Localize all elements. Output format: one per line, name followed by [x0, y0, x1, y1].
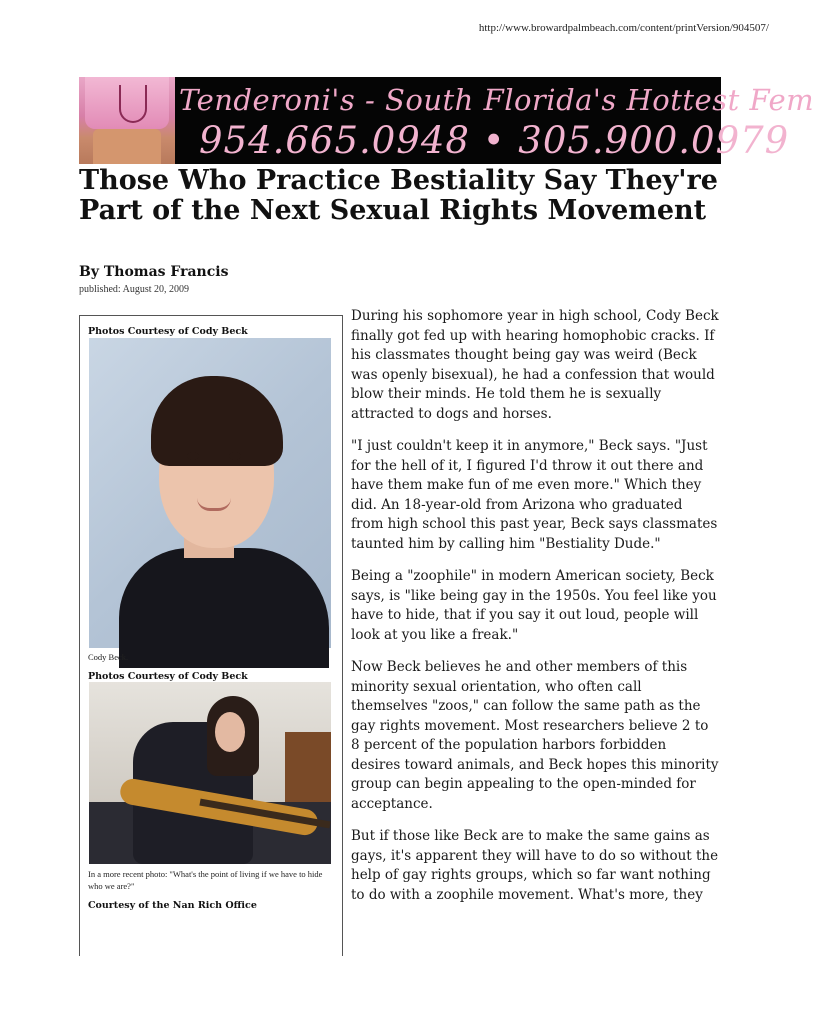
page-url: http://www.browardpalmbeach.com/content/printVersion/904507/ [478, 22, 769, 34]
photo-cody-beck-child [89, 338, 331, 648]
photo-caption: In a more recent photo: "What's the point of living if we have to hide who we are?" [88, 869, 323, 891]
article-paragraph: Being a "zoophile" in modern American society, Beck says, is "like being gay in the 1950s. You feel like you have to hide, that if you say it out loud, people will look at you like a freak." [351, 568, 717, 643]
publish-date: published: August 20, 2009 [79, 284, 190, 295]
ad-model-photo [79, 77, 175, 164]
article-paragraph: "I just couldn't keep it in anymore," Beck says. "Just for the hell of it, I figured I'd throw it out there and have them make fun of me even more." Which they did. An 18-year-old from Arizona who graduated from high school this past year, Beck says classmates taunted him by calling him "Bestiality Dude." [351, 438, 718, 552]
article-body [351, 307, 719, 918]
byline: By Thomas Francis [79, 264, 229, 280]
photo-credit: Courtesy of the Nan Rich Office [88, 900, 257, 911]
photo-sidebar [79, 315, 343, 956]
photo-credit: Photos Courtesy of Cody Beck [88, 671, 248, 682]
ad-headline: Tenderoni's - South Florida's Hottest Fem [179, 83, 814, 117]
banner-ad[interactable] [79, 77, 814, 164]
ad-phone-numbers: 954.665.0948 • 305.900.0979 [199, 119, 790, 162]
photo-caption: Cody Beck. [88, 652, 129, 662]
photo-credit: Photos Courtesy of Cody Beck [88, 326, 248, 337]
article-paragraph: During his sophomore year in high school, Cody Beck finally got fed up with hearing homophobic cracks. If his classmates thought being gay was weird (Beck was openly bisexual), he had a confession that would blow their minds. He told them he is sexually attracted to dogs and horses. [351, 308, 719, 422]
article-headline: Those Who Practice Bestiality Say They're Part of the Next Sexual Rights Movement [79, 165, 718, 226]
article-paragraph: But if those like Beck are to make the same gains as gays, it's apparent they will have to do so without the help of gay rights groups, which so far want nothing to do with a zoophile movement. What's more, they [351, 828, 719, 903]
photo-cody-beck-guitar [89, 682, 331, 864]
article-paragraph: Now Beck believes he and other members of this minority sexual orientation, who often call themselves "zoos," can follow the same path as the gay rights movement. Most researchers believe 2 to 8 percent of the population harbors forbidden desires toward animals, and Beck hopes this minority group can begin appealing to the open-minded for acceptance. [351, 659, 719, 812]
